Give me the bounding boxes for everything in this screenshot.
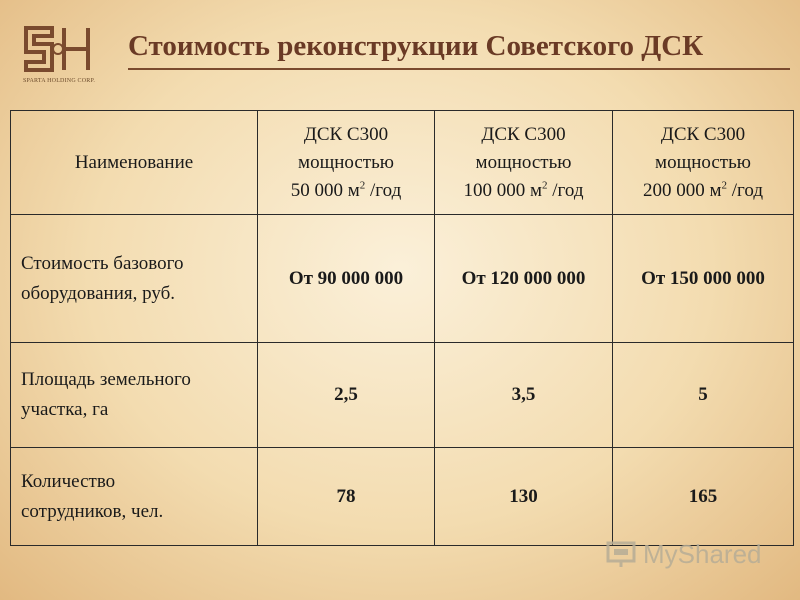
logo-caption: SPARTA HOLDING CORP. [22,78,96,84]
watermark [605,537,762,571]
presentation-icon [605,540,637,568]
title-underline [128,68,790,70]
header-line: мощностью [475,151,572,173]
header-line: мощностью [655,151,751,173]
table-row [11,343,794,448]
header-name-label: Наименование [74,151,194,173]
header-capacity: 50 000 $м^2$ /год [290,179,402,201]
header-capacity-50k [258,111,435,215]
cell-value: От 150 000 000 [613,215,794,343]
header-line: ДСК С300 [481,123,566,145]
header-line: мощностью [298,151,394,173]
cell-value: 165 [613,448,794,546]
cell-value: 5 [613,343,794,448]
row-label-equipment-cost: Стоимость базового оборудования, руб. [11,215,258,343]
header-capacity: 100 000 $м^2$ /год [463,179,584,201]
header-capacity-200k [613,111,794,215]
page-title: Стоимость реконструкции Советского ДСК [128,30,704,62]
row-label-land-area: Площадь земельного участка, га [11,343,258,448]
cell-value: 130 [435,448,613,546]
header-line: ДСК С300 [303,123,389,145]
watermark-text: MyShared [643,538,762,569]
cell-value: От 90 000 000 [258,215,435,343]
header-capacity: 200 000 $м^2$ /год [643,179,763,201]
table-row [11,215,794,343]
cell-value: От 120 000 000 [435,215,613,343]
cell-value: 3,5 [435,343,613,448]
header-name [11,111,258,215]
cell-value: 2,5 [258,343,435,448]
logo-mark-icon [22,22,96,76]
header-line: ДСК С300 [660,123,746,145]
table-header-row [11,111,794,215]
company-logo [22,22,96,84]
row-label-employees: Количество сотрудников, чел. [11,448,258,546]
cell-value: 78 [258,448,435,546]
header-capacity-100k [435,111,613,215]
table-row [11,448,794,546]
cost-table [10,110,794,546]
